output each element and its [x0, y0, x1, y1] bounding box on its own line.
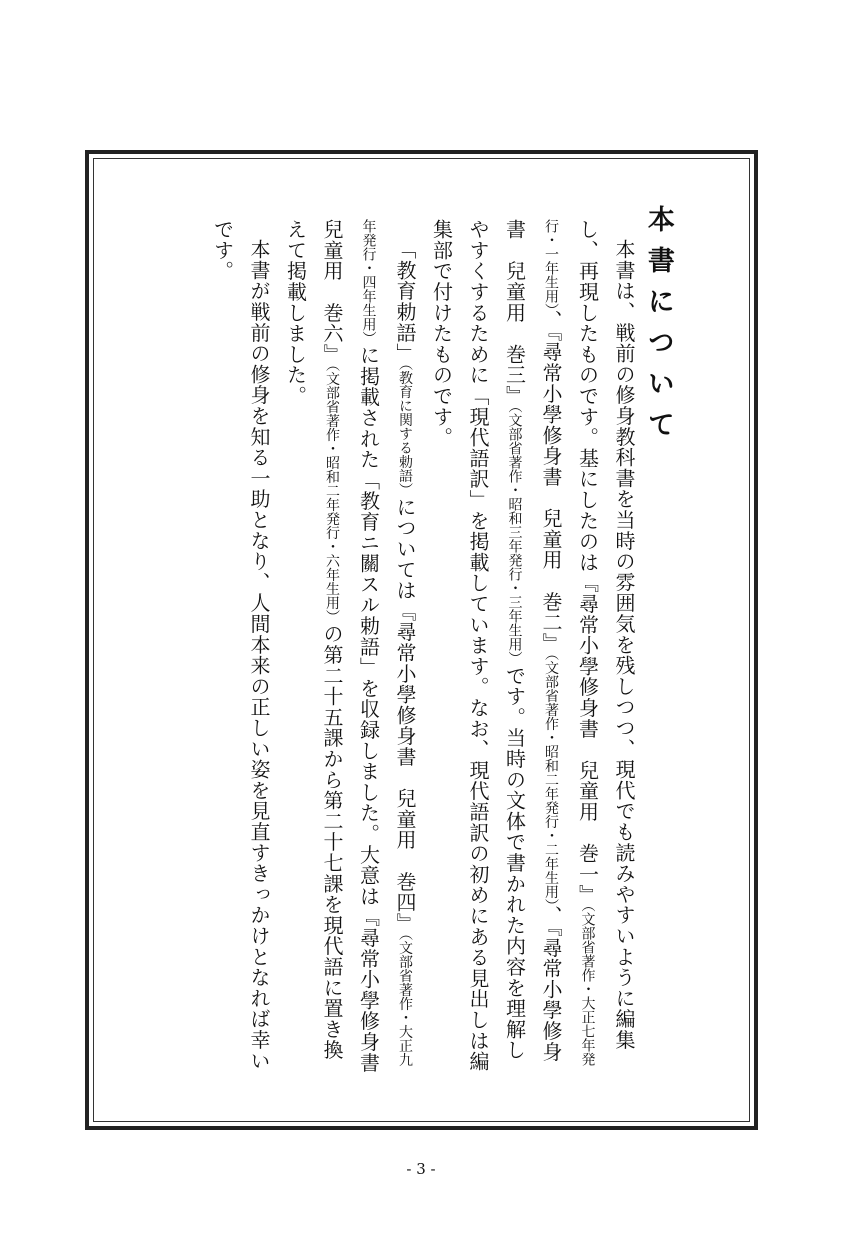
page-number: - 3 -: [406, 1160, 436, 1178]
paragraph-text: の第二十五課から第二十七課を現代語に置き換えて掲載しました。: [283, 219, 344, 1061]
paragraph-text: 本書が戦前の修身を知る一助となり、人間本来の正しい姿を見直すきっかけとなれば幸いです。: [210, 219, 271, 1071]
paragraph: [204, 219, 277, 1079]
annotation-text: （文部省著作・昭和二年発行・二年生用）: [543, 653, 559, 906]
paragraph-text: については『尋常小學修身書 兒童用 巻四』: [393, 496, 417, 934]
paragraph-text: 、『尋常小學修身書 兒童用 巻三』: [502, 219, 563, 1063]
annotation-text: （文部省著作・昭和二年発行・六年生用）: [324, 364, 340, 624]
body-text: [204, 219, 642, 1094]
paragraph-text: に掲載された「教育ニ關スル勅語」を収録しました。大意は『尋常小學修身書 兒童用 巻六』: [320, 219, 381, 1094]
annotation-text: （文部省著作・大正九年発行・四年生用）: [360, 219, 413, 1067]
paragraph: [277, 219, 423, 1094]
annotation-text: （文部省著作・大正七年発行・一年生用）: [543, 219, 596, 1067]
paragraph-text: 、『尋常小學修身書 兒童用 巻二』: [539, 310, 563, 654]
text-area: [180, 205, 700, 1094]
paragraph-text: 本書は、戦前の修身教科書を当時の雰囲気を残しつつ、現代でも読みやすいように編集し、再現したものです。基にしたのは『尋常小學修身書 兒童用 巻一』: [575, 219, 636, 1051]
paragraph-text: 「教育勅語」: [393, 239, 417, 364]
page-heading: 本書について: [642, 205, 674, 451]
annotation-text: （教育に関する勅語）: [397, 363, 413, 497]
annotation-text: （文部省著作・昭和三年発行・三年生用）: [506, 406, 523, 666]
paragraph: [423, 219, 642, 1079]
paragraph-text: です。当時の文体で書かれた内容を理解しやすくするために「現代語訳」を掲載しています。なお、現代語訳の初めにある見出しは編集部で付けたものです。: [429, 219, 527, 1072]
